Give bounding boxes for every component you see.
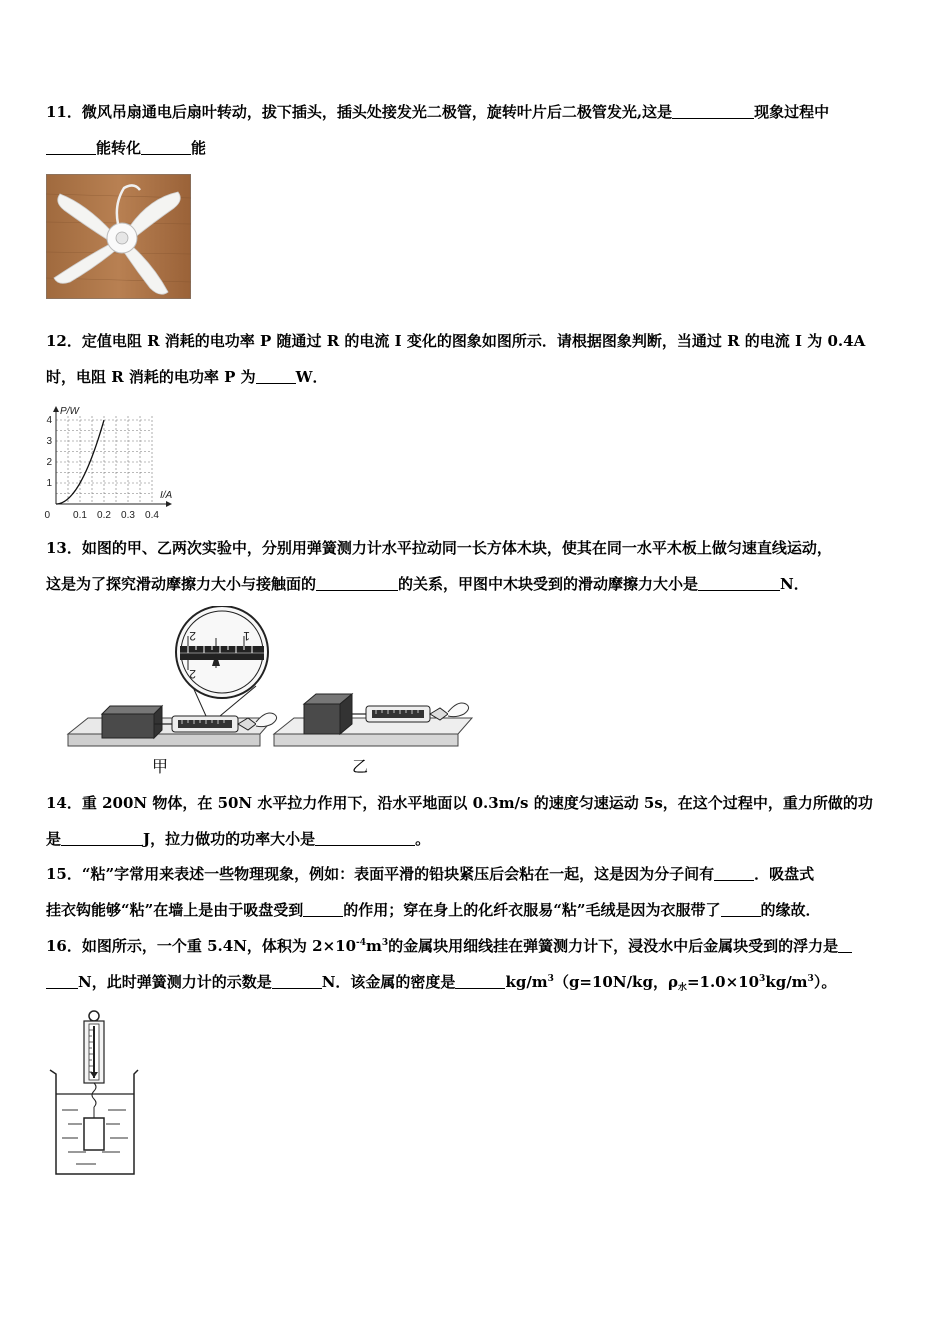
magnified-gauge (176, 606, 268, 716)
q11-blank-3[interactable] (141, 138, 191, 155)
gauge-digit: 2 (189, 629, 196, 643)
question-11 (46, 94, 908, 166)
y-tick-label: 3 (46, 436, 52, 447)
q12-line-1: 12．定值电阻 R 消耗的电功率 P 随通过 R 的电流 I 变化的图象如图所示．请根据图象判断，当通过 R 的电流 I 为 0.4A (46, 332, 866, 350)
q14-blank-1[interactable] (61, 829, 143, 846)
q13-line-1: 13．如图的甲、乙两次实验中，分别用弹簧测力计水平拉动同一长方体木块，使其在同一水平木板上做匀速直线运动， (46, 539, 832, 557)
q15-line-1: 15．“粘”字常用来表述一些物理现象，例如：表面平滑的铅块紧压后会粘在一起，这是因为分子间有 ．吸盘式 (46, 865, 815, 883)
q14-line-1: 14．重 200N 物体，在 50N 水平拉力作用下，沿水平地面以 0.3m/s 的速度匀速运动 5s，在这个过程中，重力所做的功 (46, 794, 873, 812)
y-axis-arrow (53, 406, 59, 412)
y-tick-label: 2 (46, 457, 52, 468)
x-tick-label: 0.3 (121, 510, 135, 521)
beaker-spring-scale-figure (46, 1008, 142, 1180)
question-16 (46, 928, 908, 1000)
q16-blank-1a[interactable] (838, 936, 852, 953)
y-tick-label: 1 (46, 478, 52, 489)
x-tick-label: 0.2 (97, 510, 111, 521)
q15-blank-2[interactable] (303, 900, 343, 917)
q16-blank-3[interactable] (455, 972, 505, 989)
question-13 (46, 530, 908, 602)
label-yi: 乙 (352, 757, 369, 776)
q16-line-2: N，此时弹簧测力计的示数是 N．该金属的密度是 $kg/m^3(g=10N/kg$，$\rho_水=1.0\times 10^3kg/m^3$）。 (46, 964, 908, 1000)
q11-blank-1[interactable] (672, 102, 754, 119)
q11-blank-2[interactable] (46, 138, 96, 155)
x-axis-label: I/A (160, 490, 173, 501)
y-axis-label: P/W (60, 406, 79, 417)
label-jia: 甲 (152, 757, 169, 776)
q12-blank-1[interactable] (256, 367, 296, 384)
chart-grid (56, 416, 152, 504)
x-tick-label: 0.4 (145, 510, 159, 521)
q13-blank-2[interactable] (698, 574, 780, 591)
wooden-block-yi (304, 694, 352, 734)
question-15 (46, 856, 908, 928)
wooden-block-jia (102, 706, 162, 738)
friction-experiment-figure (60, 606, 480, 778)
origin-label: 0 (44, 510, 50, 521)
q15-line-2: 挂衣钩能够“粘”在墙上是由于吸盘受到 的作用；穿在身上的化纤衣服易“粘”毛绒是因为衣服带了 的缘故． (46, 901, 821, 919)
q13-line-2: 这是为了探究滑动摩擦力大小与接触面的 的关系，甲图中木块受到的滑动摩擦力大小是 N． (46, 575, 809, 593)
spring-scale (84, 1011, 104, 1107)
q12-line-2: 时，电阻 R 消耗的电功率 P 为 W． (46, 368, 328, 386)
gauge-digit: 2 (189, 667, 196, 681)
q11-line-1: 11．微风吊扇通电后扇叶转动，拔下插头，插头处接发光二极管，旋转叶片后二极管发光,这是 现象过程中 (46, 103, 830, 121)
gauge-digit: 1 (243, 629, 250, 643)
q14-line-2: 是 J，拉力做功的功率大小是 。 (46, 830, 431, 848)
question-12 (46, 323, 908, 395)
metal-block (84, 1118, 104, 1150)
y-tick-label: 4 (46, 415, 52, 426)
ceiling-fan-photo (46, 174, 191, 299)
q16-blank-1b[interactable] (46, 972, 78, 989)
q15-blank-3[interactable] (721, 900, 761, 917)
chart-axes (53, 406, 172, 507)
x-axis-arrow (166, 501, 172, 507)
q11-line-2: 能转化 能 (46, 130, 908, 166)
q13-blank-1[interactable] (316, 574, 398, 591)
x-tick-label: 0.1 (73, 510, 87, 521)
q16-blank-2[interactable] (272, 972, 322, 989)
question-14 (46, 785, 908, 857)
q16-line-1: 16．如图所示，一个重 5.4N，体积为 $2\times 10^{-4}m^3$的金属块用细线挂在弹簧测力计下，浸没水中后金属块受到的浮力是 (46, 928, 908, 964)
q14-blank-2[interactable] (315, 829, 415, 846)
q15-blank-1[interactable] (714, 864, 754, 881)
power-current-chart (40, 396, 185, 524)
